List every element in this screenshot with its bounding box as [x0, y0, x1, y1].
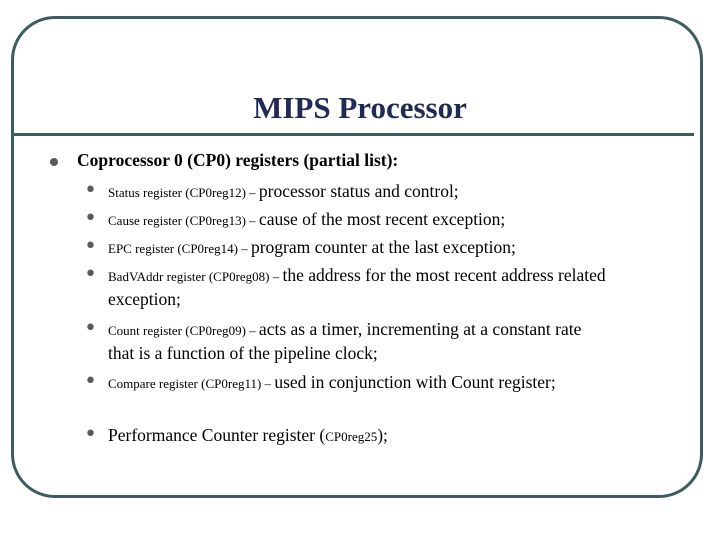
register-description: used in conjunction with Count register;: [274, 372, 556, 392]
register-name: CP0reg25: [325, 429, 378, 444]
list-item: [84, 178, 608, 204]
register-description: program counter at the last exception;: [250, 237, 516, 257]
list-item: [84, 262, 608, 312]
register-name: BadVAddr register (CP0reg08) –: [108, 269, 283, 284]
register-name: Count register (CP0reg09) –: [108, 323, 259, 338]
register-description: cause of the most recent exception;: [258, 209, 506, 229]
list-item: [84, 206, 608, 232]
bullet-icon: •: [84, 234, 97, 259]
register-description-end: );: [377, 425, 388, 445]
slide-title: MIPS Processor: [253, 90, 467, 125]
register-description: the address for the most recent address related exception;: [108, 265, 606, 309]
register-name: Cause register (CP0reg13) –: [108, 213, 259, 228]
bullet-icon: •: [84, 262, 97, 287]
register-name: Status register (CP0reg12) –: [108, 185, 259, 200]
bullet-icon: •: [84, 178, 97, 203]
title-divider: [14, 133, 694, 136]
list-item: [84, 234, 608, 260]
register-description: processor status and control;: [258, 181, 459, 201]
register-description: Performance Counter register (: [108, 425, 326, 445]
register-name: EPC register (CP0reg14) –: [108, 241, 251, 256]
bullet-icon: •: [84, 206, 97, 231]
bullet-icon: •: [84, 316, 97, 341]
bullet-icon: •: [84, 369, 97, 394]
bullet-icon: •: [84, 422, 97, 447]
list-item: [84, 422, 608, 448]
main-bullet-icon: [50, 158, 58, 166]
list-item: [84, 369, 608, 395]
register-name: Compare register (CP0reg11) –: [108, 376, 275, 391]
register-description: acts as a timer, incrementing at a constant rate that is a function of the pipeline clock;: [108, 319, 582, 363]
main-bullet-text: Coprocessor 0 (CP0) registers (partial list):: [77, 150, 399, 170]
list-item: [84, 316, 608, 366]
